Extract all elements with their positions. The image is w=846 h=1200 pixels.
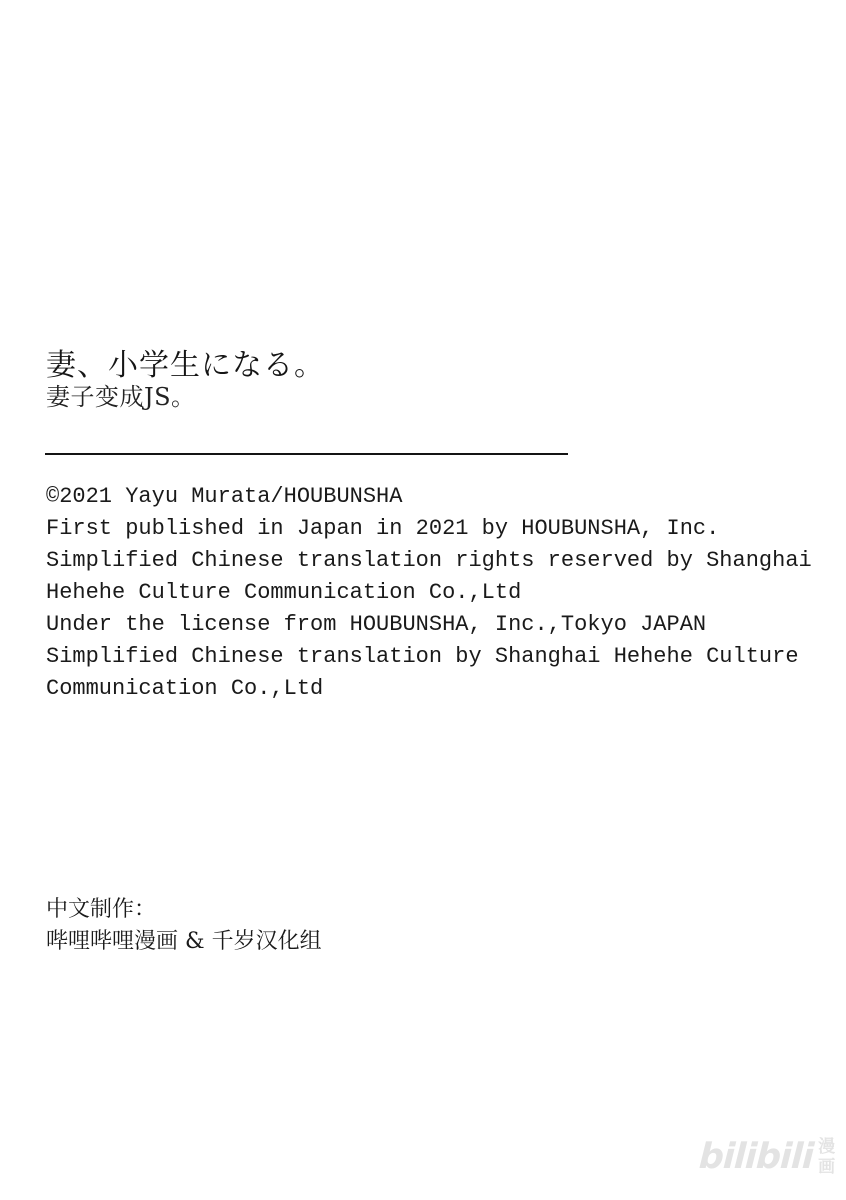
copyright-block — [46, 481, 812, 705]
bilibili-manga-badge — [818, 1137, 835, 1177]
divider-line — [45, 453, 568, 455]
copyright-line: Under the license from HOUBUNSHA, Inc.,Tokyo JAPAN — [46, 612, 707, 637]
series-title-japanese: 妻、小学生になる。 — [46, 348, 325, 383]
copyright-line: Simplified Chinese translation rights reserved by Shanghai — [46, 548, 812, 573]
credits-label: 中文制作： — [46, 897, 157, 922]
copyright-line: ©2021 Yayu Murata/HOUBUNSHA — [46, 484, 403, 509]
copyright-line: First published in Japan in 2021 by HOUBUNSHA, Inc. — [46, 516, 720, 541]
badge-char-hua: 画 — [818, 1157, 836, 1177]
chinese-credits-block — [46, 894, 322, 958]
copyright-line: Hehehe Culture Communication Co.,Ltd — [46, 580, 522, 605]
copyright-line: Simplified Chinese translation by Shanghai Hehehe Culture — [46, 644, 799, 669]
bilibili-watermark — [699, 1133, 835, 1181]
badge-char-man: 漫 — [818, 1137, 836, 1157]
copyright-line: Communication Co.,Ltd — [46, 676, 324, 701]
series-title-chinese: 妻子变成JS。 — [46, 383, 196, 411]
bilibili-logo-text: bilibili — [697, 1137, 815, 1177]
credits-groups: 哔哩哔哩漫画 & 千岁汉化组 — [46, 929, 322, 954]
